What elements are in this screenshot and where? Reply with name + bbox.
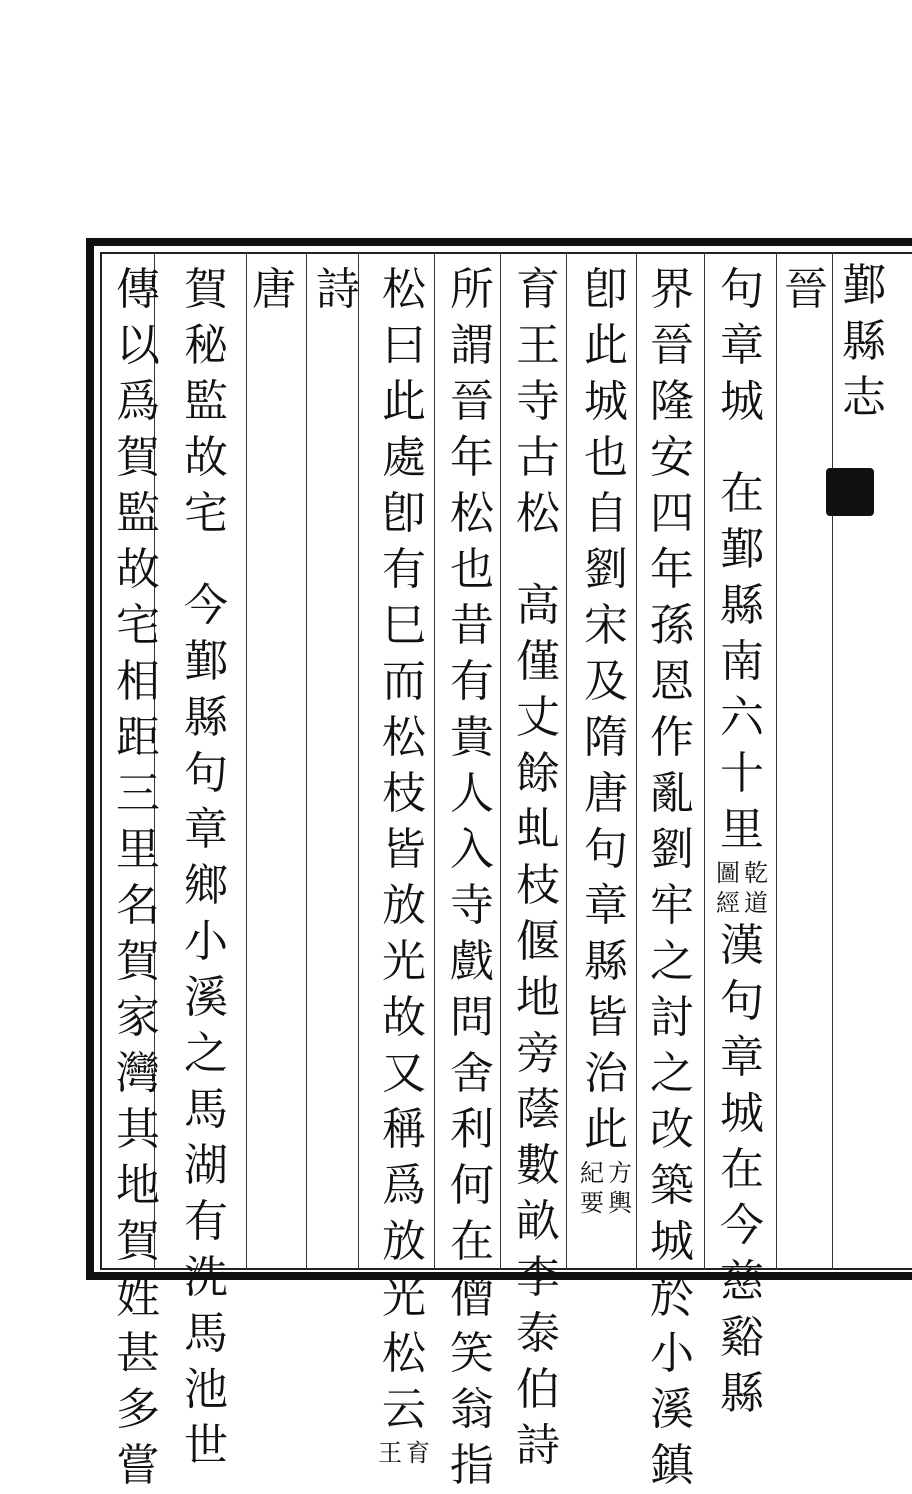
column-gap: [512, 542, 564, 578]
fish-tail-mark: [826, 468, 874, 516]
text-char: 縣: [720, 580, 764, 631]
text-char: 高: [516, 580, 560, 631]
text-char: 年: [450, 432, 494, 483]
text-char: 其: [116, 1104, 160, 1155]
column-rule: [306, 252, 307, 1270]
text-char: 宋: [584, 600, 628, 651]
text-char: 指: [450, 1440, 494, 1491]
text-char: 以: [116, 320, 160, 371]
text-char: 地: [516, 972, 560, 1023]
text-char: 界: [650, 264, 694, 315]
text-char: 隋: [584, 712, 628, 763]
text-char: 問: [450, 992, 494, 1043]
text-char: 宅: [116, 600, 160, 651]
text-char: 所: [450, 264, 494, 315]
text-char: 世: [184, 1420, 228, 1471]
column-rule: [434, 252, 435, 1270]
text-char: 洗: [184, 1252, 228, 1303]
text-char: 於: [650, 1272, 694, 1323]
text-char: 名: [116, 880, 160, 931]
text-char: 池: [184, 1364, 228, 1415]
text-char: 光: [382, 936, 426, 987]
note-line: [743, 858, 769, 918]
text-char: 翁: [450, 1384, 494, 1435]
text-char: 爲: [116, 376, 160, 427]
text-column: [646, 262, 698, 1494]
text-char: 秘: [184, 320, 228, 371]
text-char: 也: [584, 432, 628, 483]
text-char: 鄞: [184, 636, 228, 687]
text-char: 之: [184, 1028, 228, 1079]
interlinear-note: [579, 1158, 633, 1218]
text-char: 松: [382, 712, 426, 763]
text-char: 城: [720, 376, 764, 427]
text-column: [112, 262, 164, 1494]
text-char: 放: [382, 1216, 426, 1267]
text-char: 故: [184, 432, 228, 483]
note-char: 王: [378, 1439, 402, 1467]
text-column-heading-jin: [780, 262, 832, 318]
text-char: 作: [650, 712, 694, 763]
text-char: 孫: [650, 600, 694, 651]
text-char: 章: [184, 804, 228, 855]
text-char: 故: [116, 544, 160, 595]
text-char: 入: [450, 824, 494, 875]
note-char: 要: [580, 1189, 604, 1217]
text-char: 僧: [450, 1272, 494, 1323]
text-char: 隆: [650, 376, 694, 427]
text-char: 監: [184, 376, 228, 427]
text-char: 謂: [450, 320, 494, 371]
text-char: 在: [720, 1144, 764, 1195]
text-char: 虬: [516, 804, 560, 855]
note-line: [715, 858, 741, 918]
text-char: 云: [382, 1384, 426, 1435]
text-char: 六: [720, 692, 764, 743]
text-char: 偃: [516, 916, 560, 967]
text-char: 湖: [184, 1140, 228, 1191]
text-column-heading-tang: [248, 262, 300, 318]
text-char: 寺: [516, 376, 560, 427]
text-char: 賀: [116, 432, 160, 483]
text-char: 李: [516, 1252, 560, 1303]
text-char: 卽: [382, 488, 426, 539]
text-char: 枝: [516, 860, 560, 911]
text-char: 小: [650, 1328, 694, 1379]
text-char: 句: [720, 264, 764, 315]
text-char: 劉: [584, 544, 628, 595]
text-char: 賀: [184, 264, 228, 315]
text-char: 鎮: [650, 1440, 694, 1491]
text-char: 皆: [584, 992, 628, 1043]
text-char: 伯: [516, 1364, 560, 1415]
text-char: 今: [720, 1200, 764, 1251]
text-char: 嘗: [116, 1440, 160, 1491]
text-char: 縣: [720, 1368, 764, 1419]
note-char: 圖: [716, 859, 740, 887]
interlinear-note: [377, 1438, 431, 1468]
text-char: 而: [382, 656, 426, 707]
column-rule: [246, 252, 247, 1270]
column-rule: [566, 252, 567, 1270]
note-line: [377, 1438, 403, 1468]
text-char: 光: [382, 1272, 426, 1323]
text-char: 城: [650, 1216, 694, 1267]
text-char: 畝: [516, 1196, 560, 1247]
text-char: 治: [584, 1048, 628, 1099]
text-char: 有: [382, 544, 426, 595]
text-char: 里: [720, 804, 764, 855]
text-char: 松: [382, 1328, 426, 1379]
text-char: 昔: [450, 600, 494, 651]
note-char: 道: [744, 889, 768, 917]
text-char: 句: [184, 748, 228, 799]
note-char: 方: [608, 1159, 632, 1187]
text-char: 育: [516, 264, 560, 315]
column-rule: [500, 252, 501, 1270]
text-char: 討: [650, 992, 694, 1043]
note-line: [405, 1438, 431, 1468]
text-char: 句: [720, 976, 764, 1027]
text-char: 家: [116, 992, 160, 1043]
text-char: 甚: [116, 1328, 160, 1379]
text-char: 章: [720, 1032, 764, 1083]
text-char: 鄉: [184, 860, 228, 911]
text-char: 馬: [184, 1308, 228, 1359]
text-char: 谿: [720, 1312, 764, 1363]
text-char: 松: [382, 264, 426, 315]
text-char: 處: [382, 432, 426, 483]
note-char: 紀: [580, 1159, 604, 1187]
text-char: 人: [450, 768, 494, 819]
text-char: 有: [184, 1196, 228, 1247]
text-char: 貴: [450, 712, 494, 763]
text-char: 僅: [516, 636, 560, 687]
text-char: 句: [584, 824, 628, 875]
text-char: 此: [584, 320, 628, 371]
text-char: 晉: [650, 320, 694, 371]
column-gap: [716, 430, 768, 466]
text-char: 自: [584, 488, 628, 539]
column-rule: [704, 252, 705, 1270]
text-char: 多: [116, 1384, 160, 1435]
text-char: 又: [382, 1048, 426, 1099]
text-char: 枝: [382, 768, 426, 819]
text-char: 餘: [516, 748, 560, 799]
text-column-heading-poem: [312, 262, 364, 318]
text-char: 傳: [116, 264, 160, 315]
text-char: 皆: [382, 824, 426, 875]
text-char: 詩: [516, 1420, 560, 1471]
text-char: 利: [450, 1104, 494, 1155]
text-char: 丈: [516, 692, 560, 743]
text-char: 晉: [450, 376, 494, 427]
running-head-char: 鄞: [842, 260, 886, 311]
text-char: 劉: [650, 824, 694, 875]
text-char: 何: [450, 1160, 494, 1211]
text-char: 賀: [116, 936, 160, 987]
text-char: 王: [516, 320, 560, 371]
text-char: 章: [584, 880, 628, 931]
note-char: 育: [406, 1439, 430, 1467]
text-char: 數: [516, 1140, 560, 1191]
text-char: 此: [584, 1104, 628, 1155]
text-char: 溪: [650, 1384, 694, 1435]
text-column: [378, 262, 430, 1468]
text-char: 蔭: [516, 1084, 560, 1135]
running-head-char: 縣: [842, 316, 886, 367]
text-column: [446, 262, 498, 1494]
text-char: 十: [720, 748, 764, 799]
text-char: 戲: [450, 936, 494, 987]
text-column: [180, 262, 232, 1474]
text-char: 馬: [184, 1084, 228, 1135]
text-char: 卽: [584, 264, 628, 315]
text-char: 灣: [116, 1048, 160, 1099]
text-char: 距: [116, 712, 160, 763]
text-char: 松: [450, 488, 494, 539]
text-char: 之: [650, 936, 694, 987]
text-char: 古: [516, 432, 560, 483]
text-char: 巳: [382, 600, 426, 651]
text-char: 漢: [720, 920, 764, 971]
text-char: 監: [116, 488, 160, 539]
text-char: 賀: [116, 1216, 160, 1267]
text-char: 築: [650, 1160, 694, 1211]
text-char: 故: [382, 992, 426, 1043]
note-line: [579, 1158, 605, 1218]
text-char: 三: [116, 768, 160, 819]
text-char: 寺: [450, 880, 494, 931]
text-char: 旁: [516, 1028, 560, 1079]
text-char: 小: [184, 916, 228, 967]
text-column: [716, 262, 768, 1422]
text-char: 相: [116, 656, 160, 707]
text-char: 城: [584, 376, 628, 427]
note-char: 輿: [608, 1189, 632, 1217]
text-char: 牢: [650, 880, 694, 931]
text-char: 唐: [584, 768, 628, 819]
text-char: 在: [450, 1216, 494, 1267]
text-char: 曰: [382, 320, 426, 371]
text-char: 地: [116, 1160, 160, 1211]
text-char: 唐: [252, 264, 296, 315]
text-char: 宅: [184, 488, 228, 539]
text-char: 四: [650, 488, 694, 539]
column-gap: [180, 542, 232, 578]
text-char: 舍: [450, 1048, 494, 1099]
text-char: 里: [116, 824, 160, 875]
text-char: 慈: [720, 1256, 764, 1307]
text-char: 在: [720, 468, 764, 519]
text-char: 之: [650, 1048, 694, 1099]
text-char: 泰: [516, 1308, 560, 1359]
column-rule: [776, 252, 777, 1270]
text-char: 稱: [382, 1104, 426, 1155]
text-char: 章: [720, 320, 764, 371]
text-char: 縣: [184, 692, 228, 743]
text-char: 今: [184, 580, 228, 631]
text-char: 亂: [650, 768, 694, 819]
text-char: 溪: [184, 972, 228, 1023]
text-char: 姓: [116, 1272, 160, 1323]
text-char: 縣: [584, 936, 628, 987]
text-char: 安: [650, 432, 694, 483]
text-char: 年: [650, 544, 694, 595]
text-char: 松: [516, 488, 560, 539]
text-column: [580, 262, 632, 1218]
text-char: 也: [450, 544, 494, 595]
text-char: 爲: [382, 1160, 426, 1211]
text-char: 此: [382, 376, 426, 427]
text-char: 恩: [650, 656, 694, 707]
text-char: 有: [450, 656, 494, 707]
text-char: 城: [720, 1088, 764, 1139]
text-char: 改: [650, 1104, 694, 1155]
text-char: 南: [720, 636, 764, 687]
note-char: 經: [716, 889, 740, 917]
text-char: 及: [584, 656, 628, 707]
column-rule: [636, 252, 637, 1270]
text-char: 詩: [316, 264, 360, 315]
note-char: 乾: [744, 859, 768, 887]
text-column: [512, 262, 564, 1474]
text-char: 放: [382, 880, 426, 931]
note-line: [607, 1158, 633, 1218]
text-char: 鄞: [720, 524, 764, 575]
running-head-char: 志: [842, 372, 886, 423]
column-rule: [358, 252, 359, 1270]
text-char: 晉: [784, 264, 828, 315]
interlinear-note: [715, 858, 769, 918]
column-rule: [832, 252, 833, 1270]
running-head: [838, 258, 890, 426]
text-char: 笑: [450, 1328, 494, 1379]
